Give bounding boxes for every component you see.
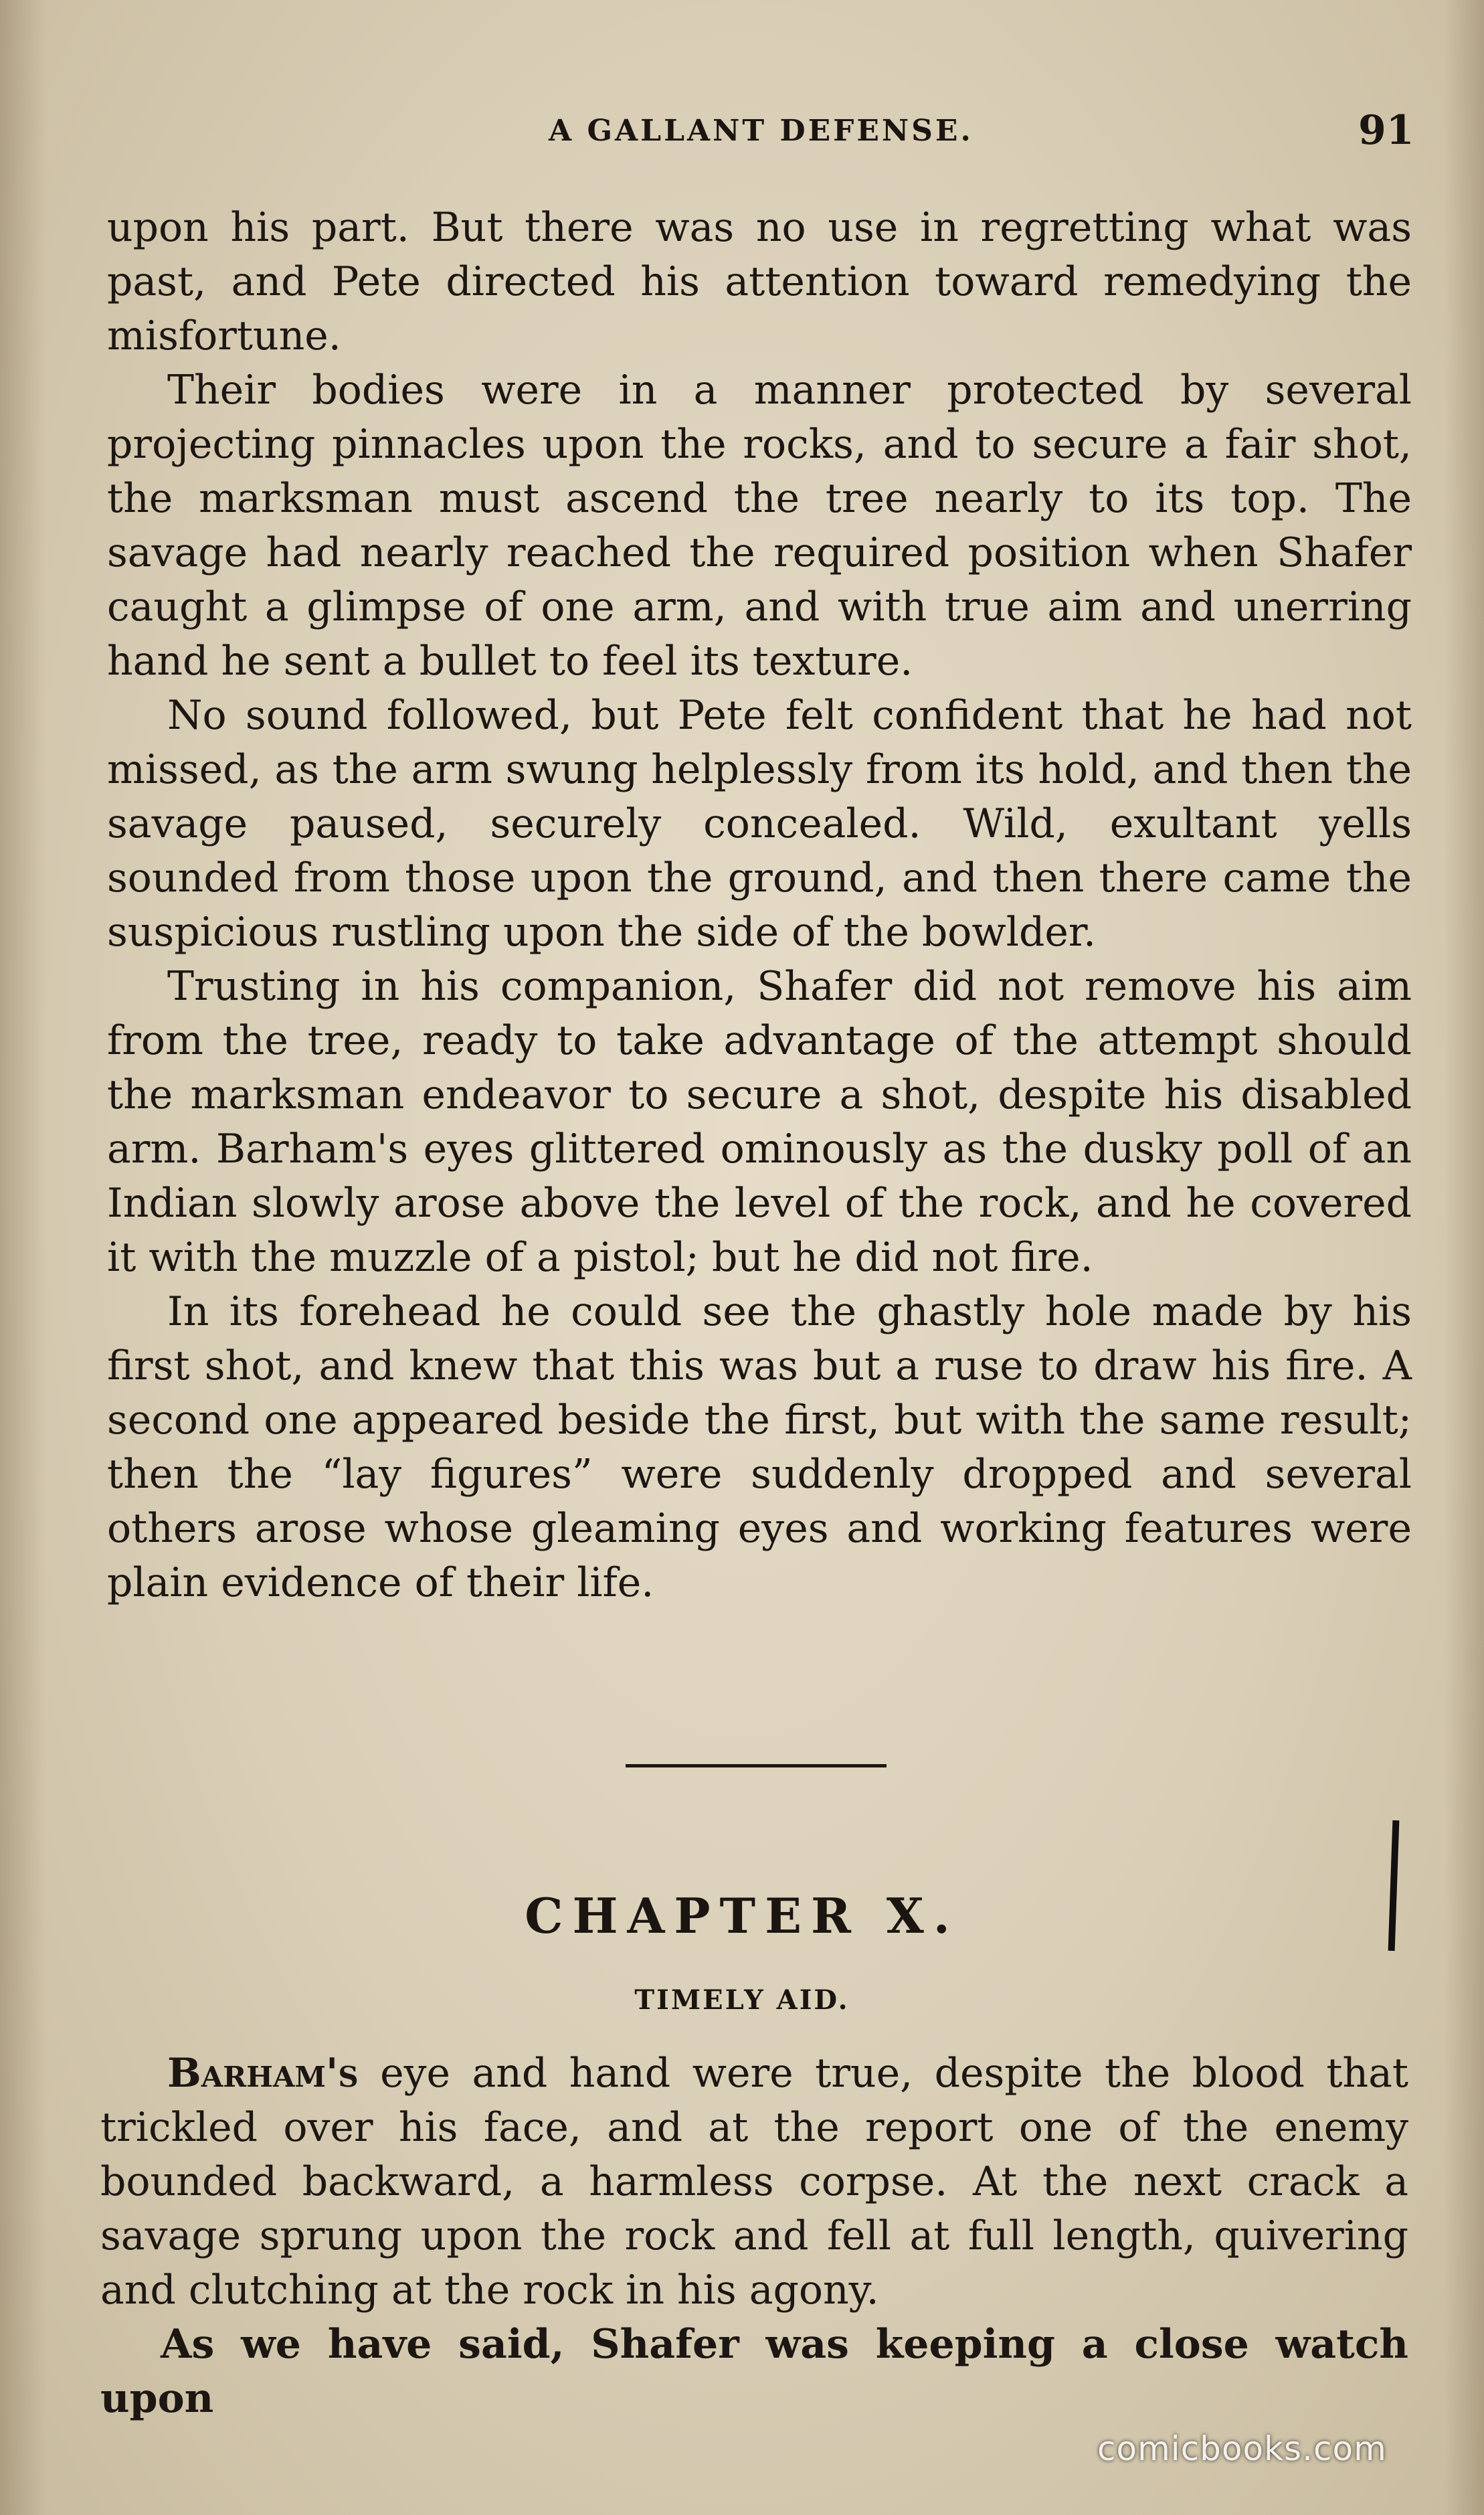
chapter-heading: CHAPTER X. [525, 1887, 959, 1944]
page-edge-shadow-right [1444, 0, 1484, 2515]
chapter-paragraph-2: As we have said, Shafer was keeping a close watch upon [100, 2321, 1408, 2422]
running-title: A GALLANT DEFENSE. [549, 114, 973, 148]
paragraph-2: Their bodies were in a manner protected by several projecting pinnacles upon the rocks, and to secure a fair shot, the marksman must ascend the tree nearly to its top. The savage had nearly reached the required position when Shafer caught a glimpse of one arm, and with true aim and unerring hand he sent a bullet to feel its texture. [107, 367, 1412, 685]
page-edge-shadow-left [0, 0, 47, 2515]
running-head [0, 100, 1484, 161]
chapter-body-text [100, 2047, 1408, 2426]
page-number: 91 [1358, 107, 1414, 154]
paragraph-1: upon his part. But there was no use in regretting what was past, and Pete directed his attention toward remedying the misfortune. [107, 204, 1412, 359]
site-watermark: comicbooks.com [1097, 2429, 1387, 2468]
paragraph-5: In its forehead he could see the ghastly hole made by his first shot, and knew that this was but a ruse to draw his fire. A second one appeared beside the first, but with the same result; then the “lay figures” were suddenly dropped and several others arose whose gleaming eyes and working features were plain evidence of their life. [107, 1288, 1412, 1606]
paragraph-4: Trusting in his companion, Shafer did not remove his aim from the tree, ready to take advantage of the attempt should the marksman endeavor to secure a shot, despite his disabled arm. Barham's eyes glittered ominously as the dusky poll of an Indian slowly arose above the level of the rock, and he covered it with the muzzle of a pistol; but he did not fire. [107, 963, 1412, 1281]
chapter-lead-word: Barham's [167, 2050, 359, 2097]
chapter-subtitle: TIMELY AID. [634, 1984, 850, 2016]
paragraph-3: No sound followed, but Pete felt confident that he had not missed, as the arm swung helplessly from its hold, and then the savage paused, securely concealed. Wild, exultant yells sounded from those upon the ground, and then there came the suspicious rustling upon the side of the bowlder. [107, 692, 1412, 956]
body-text [107, 201, 1412, 1610]
chapter-paragraph-1-text: eye and hand were true, despite the blood that trickled over his face, and at the report one of the enemy bounded backward, a harmless corpse. At the next crack a savage sprung upon the rock and fell at full length, quivering and clutching at the rock in his agony. [100, 2050, 1408, 2314]
chapter-paragraph-1 [100, 2047, 1408, 2318]
section-divider-rule [626, 1764, 887, 1767]
